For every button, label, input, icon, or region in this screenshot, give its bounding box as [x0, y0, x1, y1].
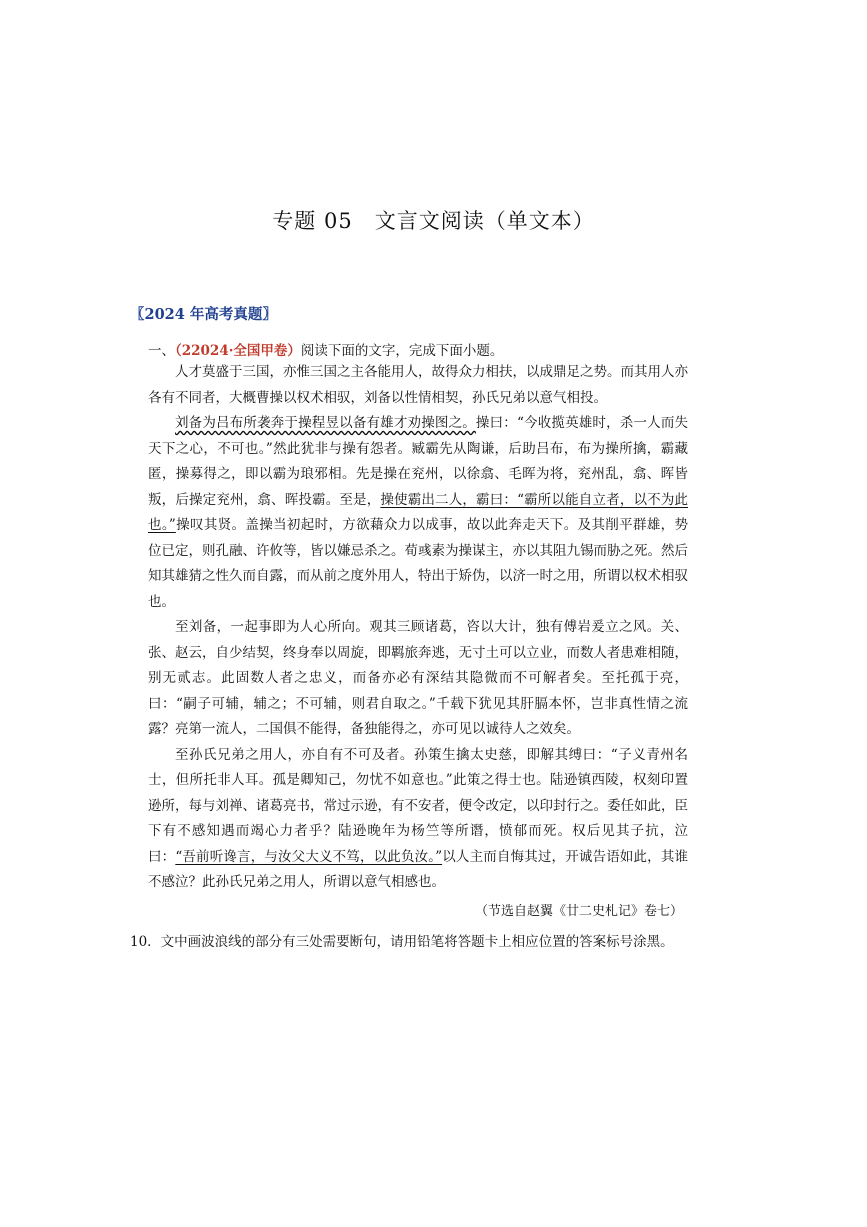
underlined-text: “吾前听谗言，与汝父大义不笃，以此负汝。” — [175, 848, 443, 865]
underlined-text: 操使霸出二人，霸曰：“霸所以能自立者，以不为此也。” — [148, 491, 688, 533]
question-instruction: 阅读下面的文字，完成下面小题。 — [300, 343, 504, 359]
wavy-underlined-text: 刘备为吕布所袭奔于操程昱以备有雄才劝操图之。 — [175, 415, 476, 431]
question-10: 10．文中画波浪线的部分有三处需要断句，请用铅笔将答题卡上相应位置的答案标号涂黑。 — [130, 934, 674, 950]
passage — [148, 360, 688, 896]
question-head — [148, 339, 503, 359]
question-source: （22024·全国甲卷） — [175, 343, 301, 359]
passage-text: 以人主而自悔其过，开诚告语如此，其谁不感泣？此孙氏兄弟之用人，所谓以意气相感也。 — [148, 848, 689, 890]
passage-paragraph-1: 人才莫盛于三国，亦惟三国之主各能用人，故得众力相扶，以成鼎足之势。而其用人亦各有不同者，大概曹操以权术相驭，刘备以性情相契，孙氏兄弟以意气相投。 — [148, 364, 688, 406]
source-note: （节选自赵翼《廿二史札记》卷七） — [474, 904, 683, 919]
question-number: 一、 — [148, 343, 175, 359]
passage-text: 操叹其贤。盖操当初起时，方欲藉众力以成事，故以此奔走天下。及其削平群雄，势位已定，则孔融、许攸等，皆以嫌忌杀之。荀彧素为操谋主，亦以其阻九锡而胁之死。然后知其雄猜之性久而自露，而从前之度外用人，特出于矫伪，以济一时之用，所谓以权术相驭也。 — [148, 517, 689, 610]
passage-text: 至孙氏兄弟之用人，亦自有不可及者。孙策生擒太史慈，即解其缚曰：“子义青州名士，但所托非人耳。孤是卿知己，勿忧不如意也。”此策之得士也。陆逊镇西陵，权刻印置逊所，每与刘禅、诸葛亮书，常过示逊，有不安者，便令改定，以印封行之。委任如此，臣下有不感知遇而竭心力者乎？陆逊晚年为杨竺等所谮，愤郁而死。权后见其子抗，泣曰： — [148, 746, 688, 865]
page-title: 专题 05 文言文阅读（单文本） — [272, 209, 595, 233]
passage-paragraph-3: 至刘备，一起事即为人心所向。观其三顾诸葛，咨以大计，独有傅岩爰立之风。关、张、赵云，自少结契，终身奉以周旋，即羁旅奔逃，无寸土可以立业，而数人者患难相随，别无贰志。此固数人者之忠义，而备亦必有深结其隐微而不可解者矣。至托孤于亮，曰：“嗣子可辅，辅之；不可辅，则君自取之。”千载下犹见其肝膈本怀，岂非真性情之流露？亮第一流人，二国俱不能得，备独能得之，亦可见以诚待人之效矣。 — [148, 619, 688, 737]
passage-paragraph-2 — [148, 411, 688, 615]
passage-paragraph-4 — [148, 743, 688, 896]
passage-text: 操曰：“今收揽英雄时，杀一人而失天下之心，不可也。”然此犹非与操有怨者。臧霸先从陶谦，后助吕布，布为操所擒，霸藏匿，操募得之，即以霸为琅邪相。先是操在兖州，以徐翕、毛晖为将，兖州乱，翕、晖皆叛，后操定兖州，翕、晖投霸。至是， — [148, 415, 688, 508]
section-label: 〖2024 年高考真题〗 — [130, 306, 277, 323]
